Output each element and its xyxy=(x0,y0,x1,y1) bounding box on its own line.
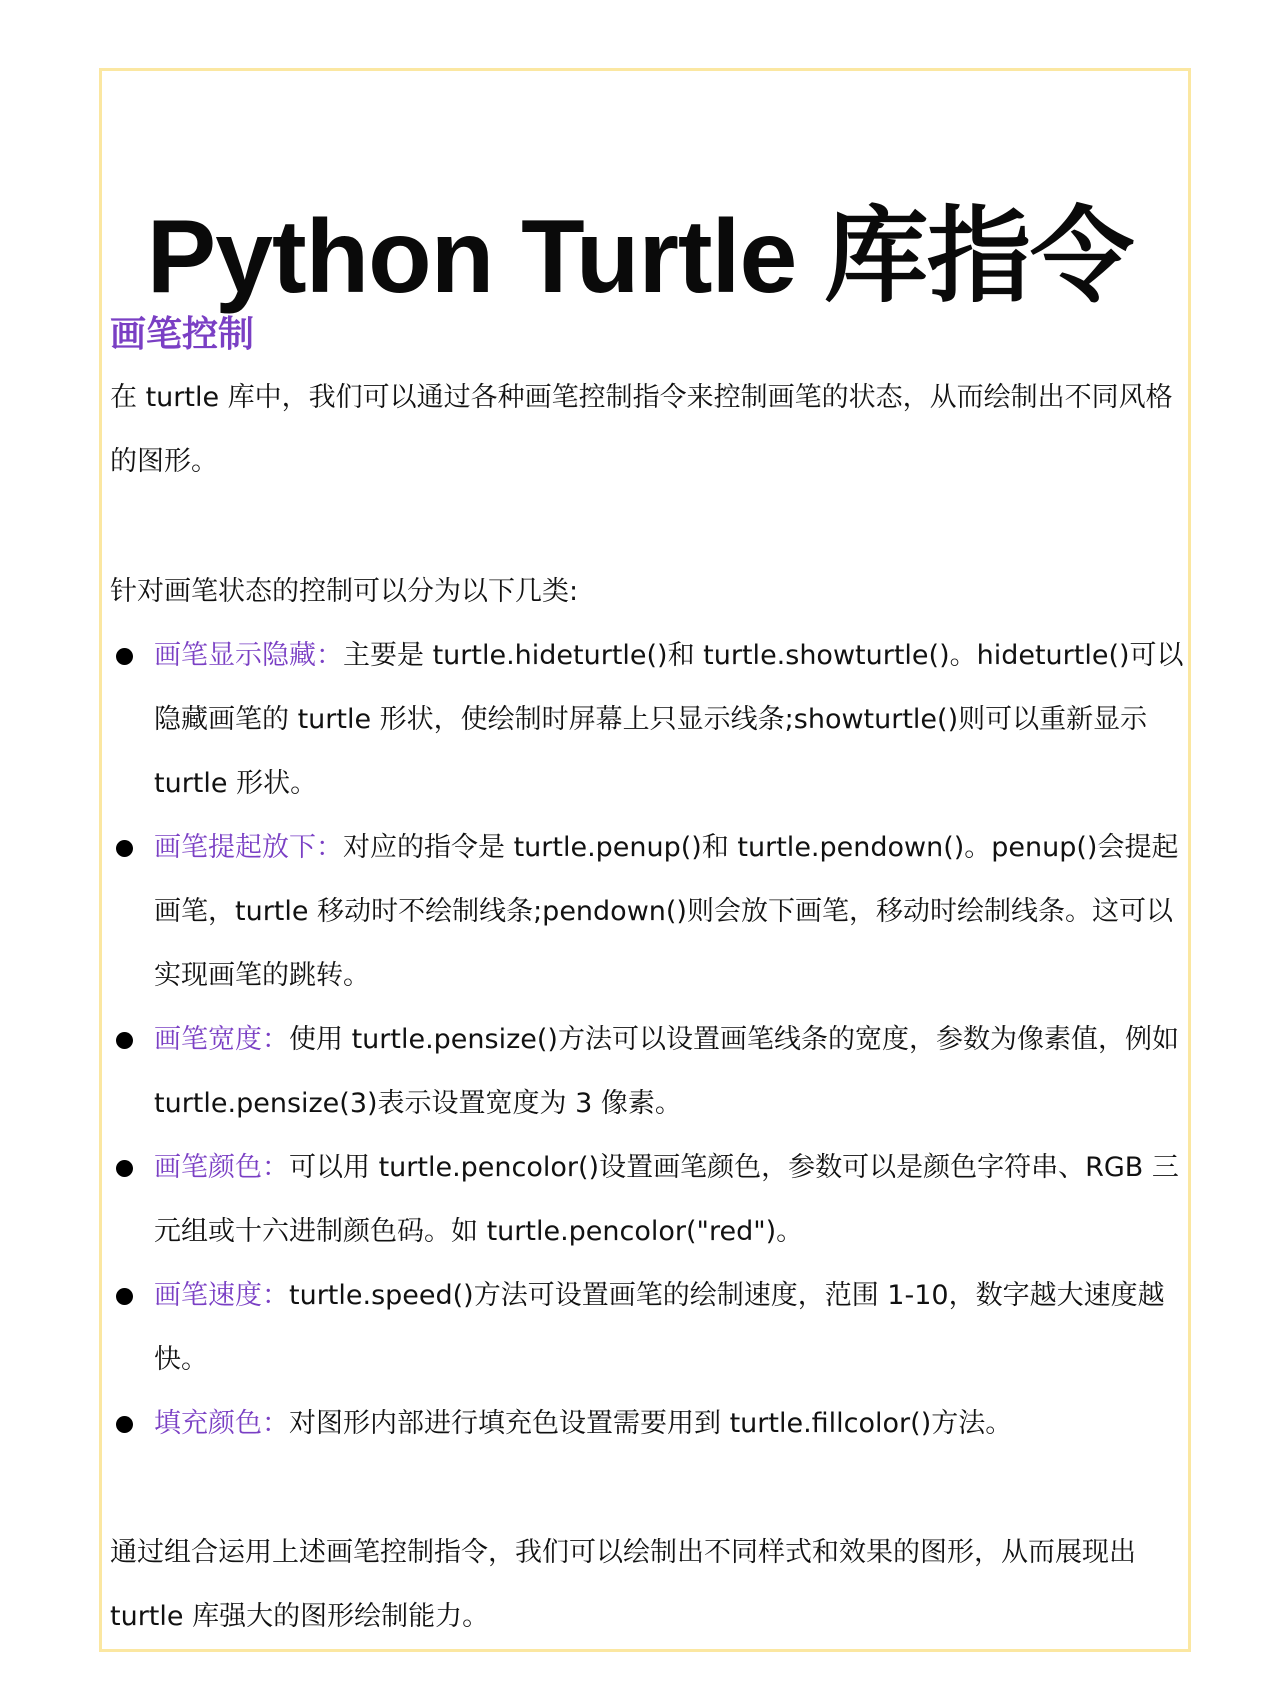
bullet-icon xyxy=(116,1032,133,1049)
intro-paragraph: 在 turtle 库中，我们可以通过各种画笔控制指令来控制画笔的状态，从而绘制出不同风格的图形。 xyxy=(110,382,1173,477)
bullet-icon xyxy=(116,1416,133,1433)
item-text: turtle.speed()方法可设置画笔的绘制速度，范围 1-10，数字越大速度越快。 xyxy=(154,1280,1165,1375)
bullet-icon xyxy=(116,1288,133,1305)
list-item xyxy=(110,816,1184,1008)
item-text: 可以用 turtle.pencolor()设置画笔颜色，参数可以是颜色字符串、RGB 三元组或十六进制颜色码。如 turtle.pencolor("red")。 xyxy=(154,1152,1179,1247)
pen-control-list xyxy=(110,624,1184,1456)
item-term: 画笔宽度： xyxy=(154,1024,289,1055)
item-term: 填充颜色： xyxy=(154,1408,289,1439)
bullet-icon xyxy=(116,648,133,665)
item-text: 对图形内部进行填充色设置需要用到 turtle.fillcolor()方法。 xyxy=(289,1408,1013,1439)
item-term: 画笔速度： xyxy=(154,1280,289,1311)
list-item xyxy=(110,1264,1184,1392)
closing-paragraph: 通过组合运用上述画笔控制指令，我们可以绘制出不同样式和效果的图形，从而展现出 turtle 库强大的图形绘制能力。 xyxy=(110,1537,1136,1632)
item-text: 对应的指令是 turtle.penup()和 turtle.pendown()。penup()会提起画笔，turtle 移动时不绘制线条;pendown()则会放下画笔，移动时绘制线条。这可以实现画笔的跳转。 xyxy=(154,832,1179,991)
list-item xyxy=(110,1008,1184,1136)
item-term: 画笔显示隐藏： xyxy=(154,640,343,671)
list-item xyxy=(110,624,1184,816)
item-term: 画笔提起放下： xyxy=(154,832,343,863)
list-item xyxy=(110,1392,1184,1456)
item-term: 画笔颜色： xyxy=(154,1152,289,1183)
item-text: 主要是 turtle.hideturtle()和 turtle.showturtle()。hideturtle()可以隐藏画笔的 turtle 形状，使绘制时屏幕上只显示线条;showturtle()则可以重新显示 turtle 形状。 xyxy=(154,640,1184,799)
list-lead-text: 针对画笔状态的控制可以分为以下几类: xyxy=(110,576,579,607)
item-text: 使用 turtle.pensize()方法可以设置画笔线条的宽度，参数为像素值，例如 turtle.pensize(3)表示设置宽度为 3 像素。 xyxy=(154,1024,1179,1119)
bullet-icon xyxy=(116,1160,133,1177)
list-item xyxy=(110,1136,1184,1264)
section-heading: 画笔控制 xyxy=(110,314,255,355)
bullet-icon xyxy=(116,840,133,857)
page-title: Python Turtle 库指令 xyxy=(146,198,1134,315)
